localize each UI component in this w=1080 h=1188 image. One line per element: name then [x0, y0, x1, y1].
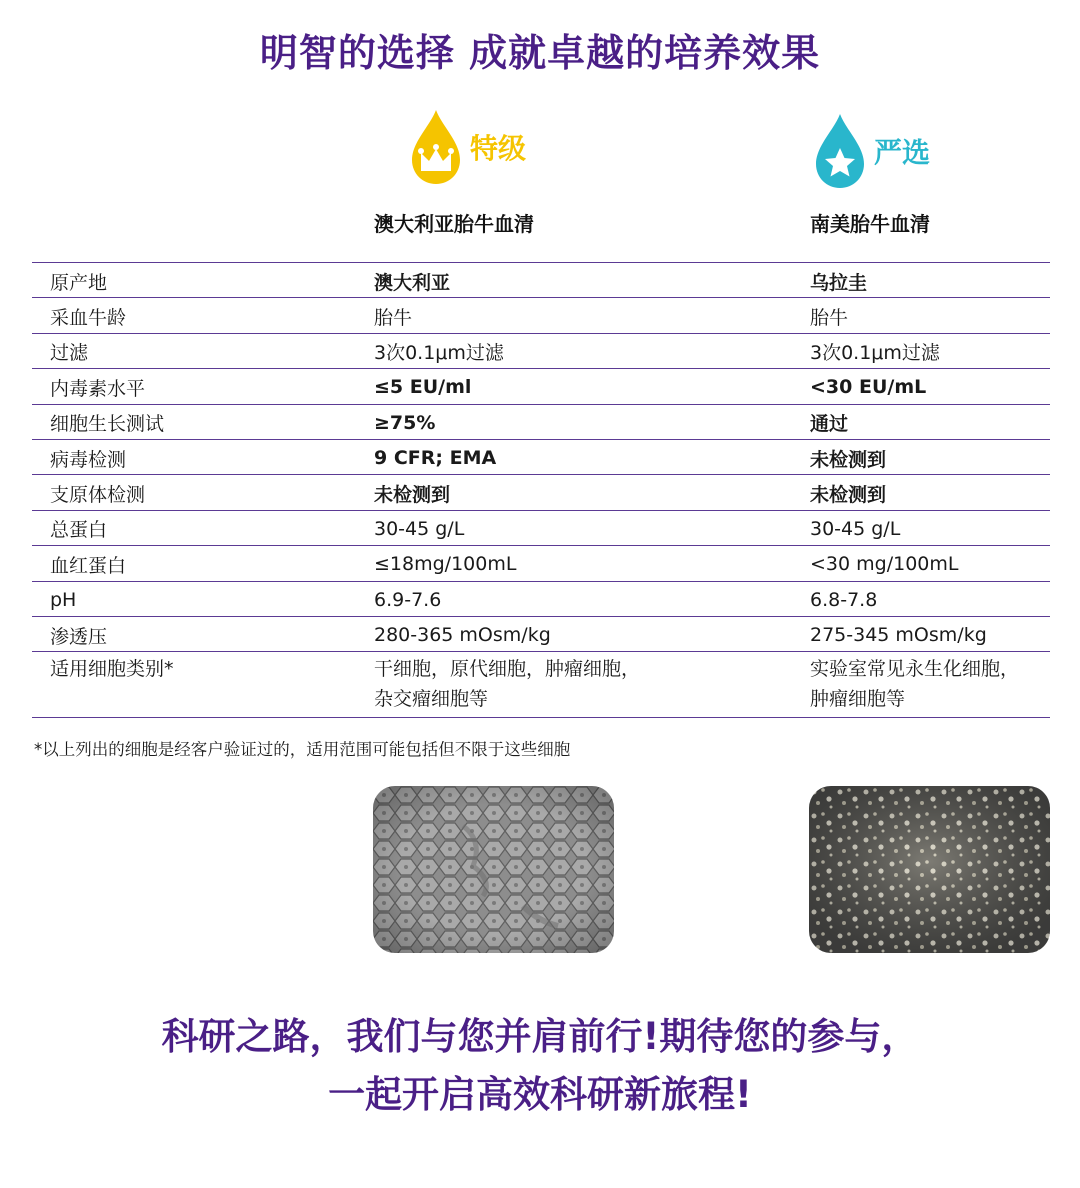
cell-south-american: [810, 652, 1050, 718]
table-row: [32, 333, 1050, 368]
table-row: [32, 510, 1050, 545]
row-label: 采血牛龄: [32, 298, 374, 333]
table-row: [32, 369, 1050, 404]
cell-australian: 未检测到: [374, 475, 810, 510]
row-label: 渗透压: [32, 616, 374, 651]
table-row: [32, 616, 1050, 651]
cell-south-american: 3次0.1μm过滤: [810, 333, 1050, 368]
cell-south-american: 未检测到: [810, 475, 1050, 510]
cell-australian: 280-365 mOsm/kg: [374, 616, 810, 651]
table-row: [32, 404, 1050, 439]
cell-south-american: 未检测到: [810, 439, 1050, 474]
cell-south-american: 乌拉圭: [810, 263, 1050, 298]
comparison-table: [32, 262, 1050, 718]
row-label: 血红蛋白: [32, 546, 374, 581]
cta-line-2: 一起开启高效科研新旅程!: [328, 1073, 752, 1116]
page-title: 明智的选择 成就卓越的培养效果: [259, 31, 821, 75]
premium-badge: [408, 108, 526, 186]
cell-line: 干细胞，原代细胞，肿瘤细胞，: [374, 658, 641, 681]
column-header-south-american: 南美胎牛血清: [810, 212, 930, 236]
cell-south-american: 275-345 mOsm/kg: [810, 616, 1050, 651]
row-label: 总蛋白: [32, 510, 374, 545]
cell-south-american: 通过: [810, 404, 1050, 439]
cell-line: 杂交瘤细胞等: [374, 688, 489, 711]
cell-south-american: <30 mg/100mL: [810, 546, 1050, 581]
table-row: [32, 263, 1050, 298]
table-row: [32, 546, 1050, 581]
table-row: [32, 298, 1050, 333]
row-label: 适用细胞类别*: [32, 652, 374, 718]
footnote: *以上列出的细胞是经客户验证过的，适用范围可能包括但不限于这些细胞: [34, 740, 571, 759]
micrograph-south-american-cells: [809, 786, 1050, 953]
cell-south-american: <30 EU/mL: [810, 369, 1050, 404]
cell-australian: 3次0.1μm过滤: [374, 333, 810, 368]
row-label: pH: [32, 581, 374, 616]
row-label: 内毒素水平: [32, 369, 374, 404]
cell-australian: 6.9-7.6: [374, 581, 810, 616]
select-badge-label: 严选: [874, 136, 931, 169]
crown-drop-icon: [408, 108, 464, 186]
cell-australian: 30-45 g/L: [374, 510, 810, 545]
table-row: [32, 439, 1050, 474]
cell-south-american: 胎牛: [810, 298, 1050, 333]
cell-south-american: 30-45 g/L: [810, 510, 1050, 545]
column-header-australian: 澳大利亚胎牛血清: [374, 212, 534, 236]
cell-australian: 胎牛: [374, 298, 810, 333]
cell-line: 肿瘤细胞等: [810, 688, 906, 711]
row-label: 病毒检测: [32, 439, 374, 474]
cell-australian: ≥75%: [374, 404, 810, 439]
cell-australian: [374, 652, 810, 718]
cell-line: 实验室常见永生化细胞，: [810, 658, 1020, 681]
row-label: 支原体检测: [32, 475, 374, 510]
select-badge: [812, 112, 930, 190]
cell-australian: ≤5 EU/ml: [374, 369, 810, 404]
premium-badge-label: 特级: [470, 132, 527, 165]
cta-line-1: 科研之路，我们与您并肩前行!期待您的参与，: [161, 1015, 919, 1058]
cell-australian: 澳大利亚: [374, 263, 810, 298]
star-drop-icon: [812, 112, 868, 190]
micrograph-australian-cells: [373, 786, 614, 953]
row-label: 过滤: [32, 333, 374, 368]
table-row: [32, 581, 1050, 616]
table-row: [32, 652, 1050, 718]
row-label: 细胞生长测试: [32, 404, 374, 439]
table-row: [32, 475, 1050, 510]
cell-south-american: 6.8-7.8: [810, 581, 1050, 616]
cell-australian: 9 CFR; EMA: [374, 439, 810, 474]
cell-australian: ≤18mg/100mL: [374, 546, 810, 581]
row-label: 原产地: [32, 263, 374, 298]
